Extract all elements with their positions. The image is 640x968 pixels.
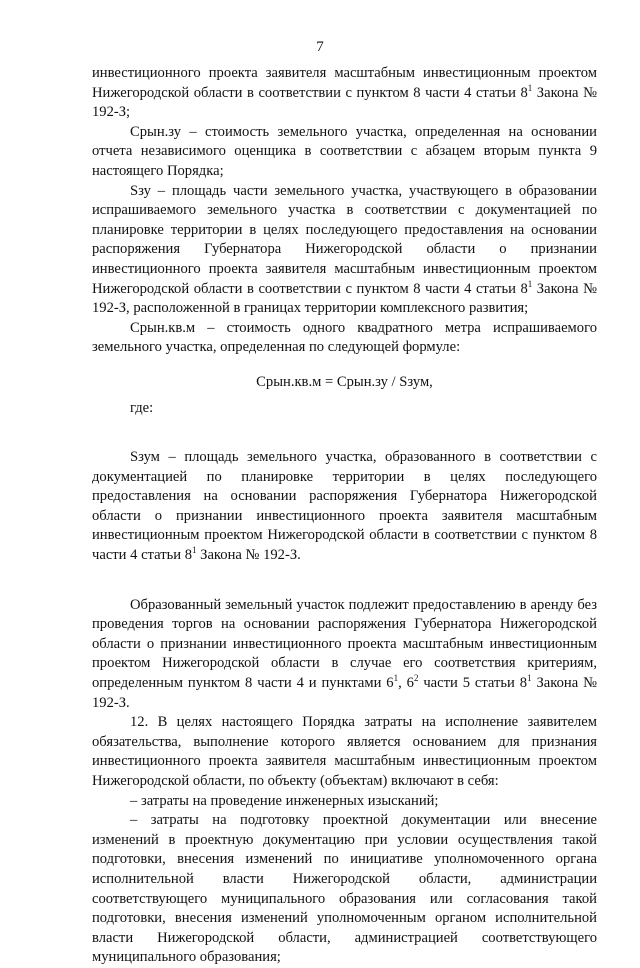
text-run: Закона № 192-З; (92, 84, 597, 121)
text-run: Срын.кв.м = Срын.зу / Sзум, (256, 373, 433, 390)
text-run: Закона № 192-З. (196, 547, 301, 564)
text-run: Закона № 192-З. (92, 675, 597, 711)
paragraph-p4 (92, 319, 597, 358)
paragraph-p3 (92, 182, 597, 319)
document-body (92, 64, 597, 968)
paragraph-p5 (92, 448, 597, 566)
paragraph-p7 (92, 713, 597, 791)
superscript: 1 (527, 82, 533, 93)
text-run: Sзу – площадь части земельного участка, участвующего в образовании испрашиваемого земельного участка в соответствии с документацией по планировке территории в целях последующего предоставления на основании распоряжения Губернатора Нижегородской области о признании инвестиционного проекта заявителя масштабным инвестиционным проектом Нижегородской области в соответствии с пунктом 8 части 4 статьи 8 (92, 182, 597, 297)
superscript: 1 (527, 673, 532, 684)
paragraph-p2 (92, 123, 597, 182)
text-run: инвестиционного проекта заявителя масштабным инвестиционным проектом Нижегородской области в соответствии с пунктом 8 части 4 статьи 8 (92, 65, 597, 101)
paragraph-p9 (92, 811, 597, 968)
superscript: 2 (413, 673, 419, 684)
paragraph-p6 (92, 596, 597, 714)
text-run: Срын.кв.м – стоимость одного квадратного метра испрашиваемого земельного участка, определенная по следующей формуле: (92, 319, 597, 356)
page-number: 7 (316, 39, 324, 55)
text-run: где: (130, 399, 154, 416)
superscript: 1 (527, 278, 533, 289)
text-run: Образованный земельный участок подлежит предоставлению в аренду без проведения торгов на основании распоряжения Губернатора Нижегородской области о признании инвестиционного проекта масштабным инвестиционным проектом Нижегородской области в случае его соответствия критериям, определенным пунктом 8 части 4 и пунктами 6 (92, 596, 597, 692)
text-run: 12. В целях настоящего Порядка затраты на исполнение заявителем обязательства, выполнение которого является основанием для признания инвестиционного проекта заявителя масштабным инвестиционным проектом Нижегородской области, по объекту (объектам) включают в себя: (92, 714, 597, 789)
formula (92, 373, 597, 393)
text-run: части 5 статьи 8 (418, 675, 528, 692)
text-run: Закона № 192-З, расположенной в границах территории комплексного развития; (92, 280, 597, 317)
text-run: Срын.зу – стоимость земельного участка, определенная на основании отчета независимого оценщика в соответствии с абзацем вторым пункта 9 настоящего Порядка; (92, 123, 597, 179)
superscript: 1 (393, 673, 399, 684)
paragraph-p8 (92, 792, 597, 812)
paragraph-p1 (92, 64, 597, 123)
superscript: 1 (192, 545, 197, 556)
text-run: – затраты на проведение инженерных изысканий; (130, 792, 439, 809)
formula-where-label (92, 399, 597, 419)
text-run: Sзум – площадь земельного участка, образованного в соответствии с документацией по планировке территории в целях последующего предоставления на основании распоряжения Губернатора Нижегородской области о признании инвестиционного проекта заявителя масштабным инвестиционным проектом Нижегородской области в соответствии с пунктом 8 части 4 статьи 8 (92, 449, 597, 564)
text-run: – затраты на подготовку проектной документации или внесение изменений в проектную документацию при условии осуществления такой подготовки, внесения изменений по инициативе уполномоченного органа исполнительной власти Нижегородской области, администрации соответствующего муниципального образования или согласования такой подготовки, внесения изменений уполномоченным органом исполнительной власти Нижегородской области, администрацией соответствующего муниципального образования; (92, 812, 597, 966)
text-run: , 6 (398, 675, 414, 692)
